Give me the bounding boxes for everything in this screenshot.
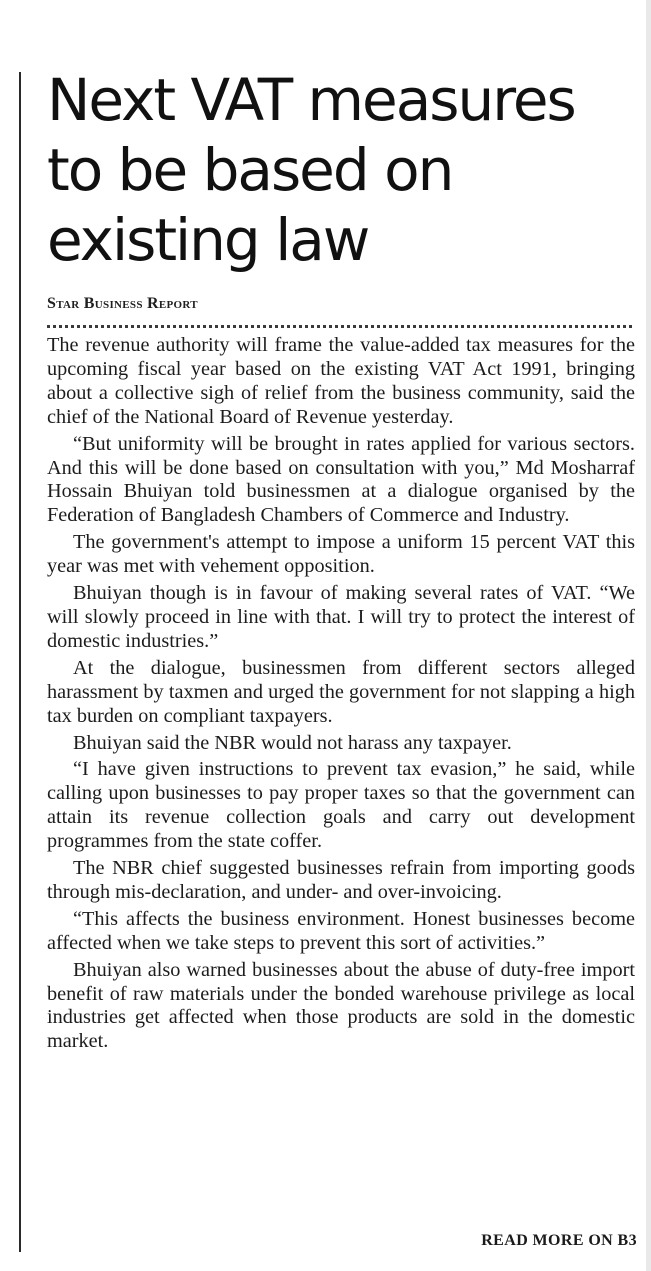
dotted-divider (47, 325, 632, 328)
column-rule (19, 72, 21, 1252)
paragraph-1: The revenue authority will frame the value-added tax measures for the upcoming fiscal year based on the existing VAT Act 1991, bringing about a collective sigh of relief from the business community, said the chief of the National Board of Revenue yesterday. (47, 334, 635, 428)
paragraph-10: Bhuiyan also warned businesses about the abuse of duty-free import benefit of raw materials under the bonded warehouse privilege as local industries get affected when those products are sold in the domestic market. (47, 958, 635, 1053)
byline: Star Business Report (47, 295, 198, 312)
headline (47, 65, 639, 275)
article-body (47, 334, 635, 1054)
paragraph-4: Bhuiyan though is in favour of making several rates of VAT. “We will slowly proceed in line with that. I will try to protect the interest of domestic industries.” (47, 582, 635, 652)
paragraph-5: At the dialogue, businessmen from different sectors alleged harassment by taxmen and urged the government for not slapping a high tax burden on compliant taxpayers. (47, 656, 635, 727)
headline-line-3: existing law (47, 206, 369, 274)
paragraph-7: “I have given instructions to prevent tax evasion,” he said, while calling upon businesses to pay proper taxes so that the government can attain its revenue collection goals and carry out development programmes from the state coffer. (47, 758, 635, 853)
paragraph-3: The government's attempt to impose a uniform 15 percent VAT this year was met with vehement opposition. (47, 531, 635, 578)
headline-line-2: to be based on (47, 136, 453, 204)
paragraph-8: The NBR chief suggested businesses refrain from importing goods through mis-declaration, and under- and over-invoicing. (47, 857, 635, 903)
read-more-link[interactable]: READ MORE ON B3 (481, 1232, 637, 1249)
paragraph-2: “But uniformity will be brought in rates applied for various sectors. And this will be done based on consultation with you,” Md Mosharraf Hossain Bhuiyan told businessmen at a dialogue organised by the Federation of Bangladesh Chambers of Commerce and Industry. (47, 432, 635, 527)
headline-line-1: Next VAT measures (47, 66, 575, 134)
paragraph-9: “This affects the business environment. Honest businesses become affected when we take steps to prevent this sort of activities.” (47, 907, 635, 954)
page-edge (646, 0, 651, 1271)
paragraph-6: Bhuiyan said the NBR would not harass any taxpayer. (73, 731, 512, 754)
news-article (47, 65, 639, 1057)
